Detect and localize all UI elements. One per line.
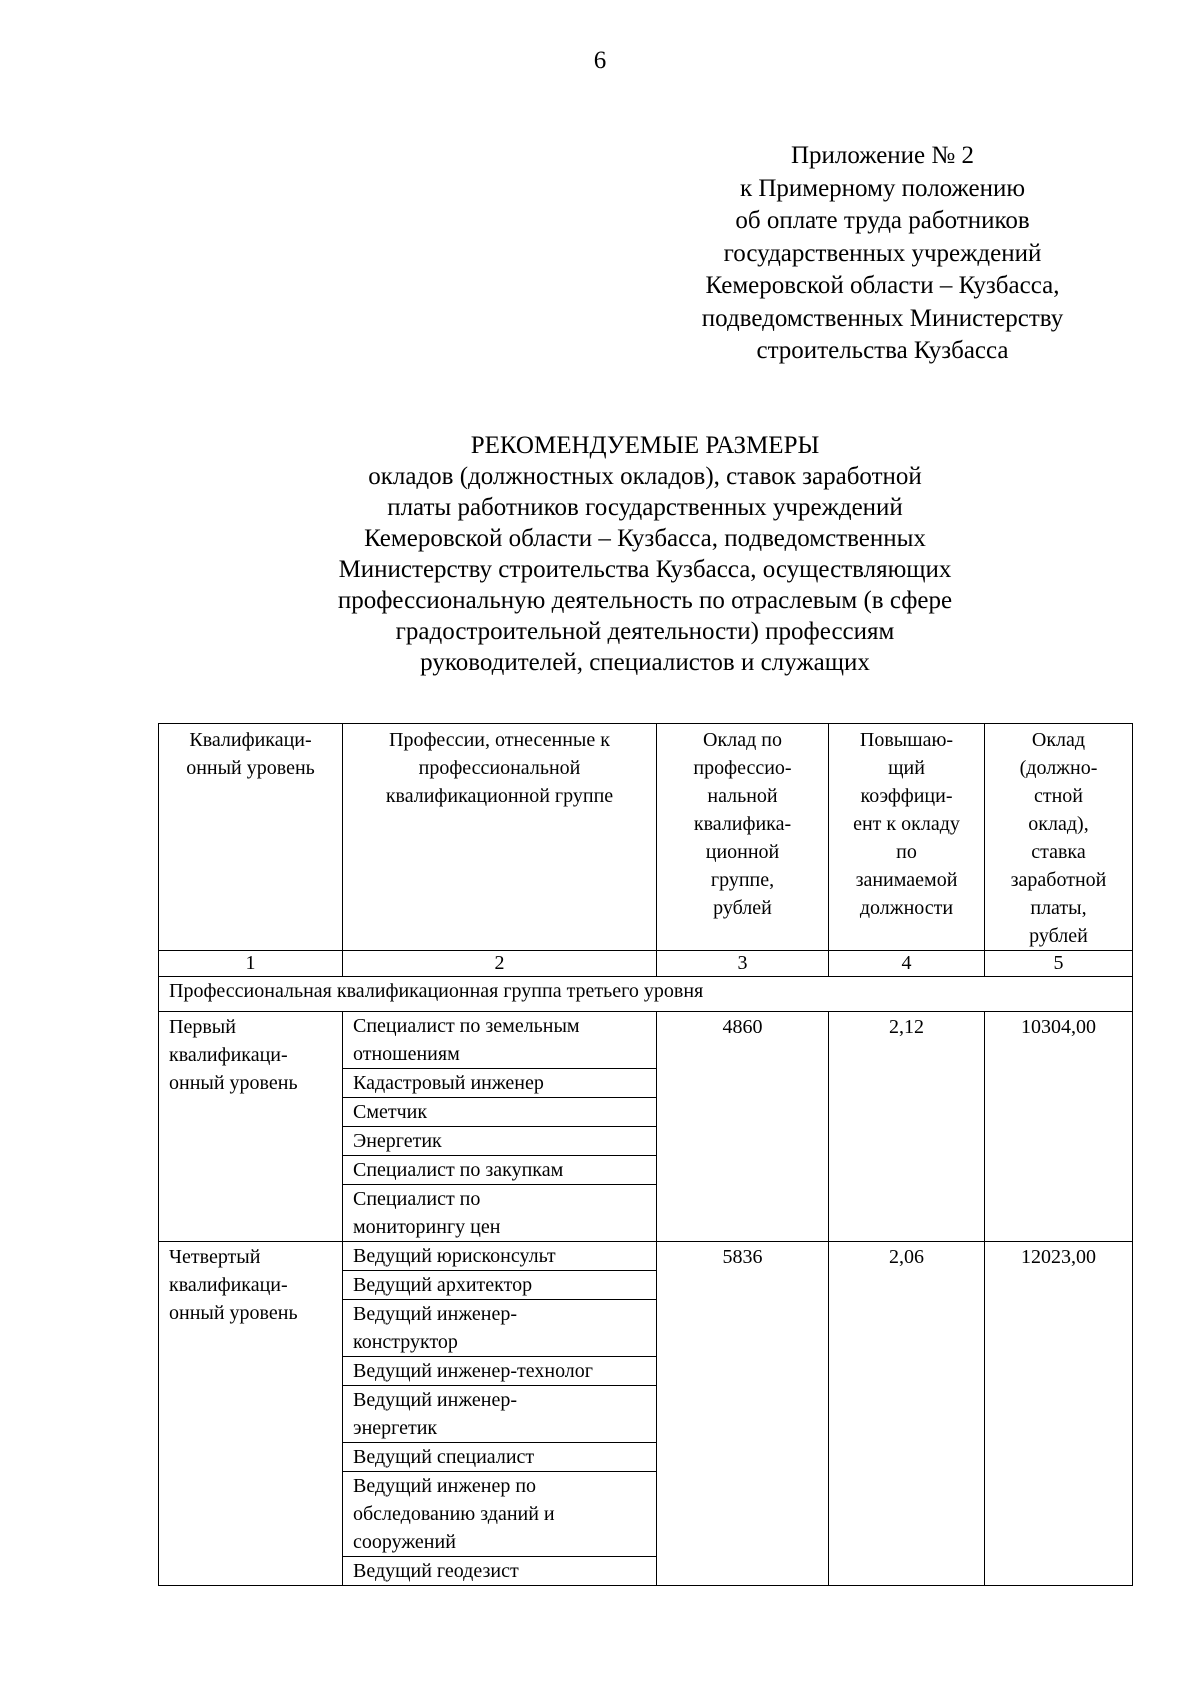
salary-table-body — [159, 724, 1133, 1586]
level-line: Первый — [169, 1016, 236, 1038]
level-name — [159, 1242, 343, 1586]
base-salary: 5836 — [657, 1242, 829, 1586]
profession-line: Ведущий инженер- — [353, 1389, 518, 1411]
column-number-row — [159, 951, 1133, 977]
level-line: онный уровень — [169, 1302, 298, 1324]
level-row — [159, 1012, 1133, 1242]
title-line: Министерству строительства Кузбасса, осуществляющих — [338, 556, 952, 583]
header-line: рублей — [713, 897, 772, 919]
header-line: заработной — [1010, 869, 1107, 891]
profession-line: сооружений — [353, 1531, 456, 1553]
profession-line: отношениям — [353, 1043, 460, 1065]
profession-line: Ведущий геодезист — [353, 1560, 519, 1582]
header-line: по — [896, 841, 917, 863]
column-number: 1 — [159, 951, 343, 977]
header-line: ент к окладу — [853, 813, 960, 835]
profession-list — [343, 1012, 657, 1242]
profession-line: мониторингу цен — [353, 1216, 501, 1238]
header-line: стной — [1033, 785, 1084, 807]
header-line: онный уровень — [186, 757, 315, 779]
profession-line: Ведущий инженер по — [353, 1475, 537, 1497]
appendix-line: Кемеровской области – Кузбасса, — [705, 272, 1060, 299]
header-row — [159, 724, 1133, 951]
title-line: платы работников государственных учреждений — [387, 494, 903, 521]
profession-item — [343, 1185, 656, 1241]
profession-item — [343, 1443, 656, 1472]
profession-line: Кадастровый инженер — [353, 1072, 544, 1094]
profession-line: Ведущий юрисконсульт — [353, 1245, 556, 1267]
header-line: коэффици- — [860, 785, 953, 807]
profession-line: Сметчик — [353, 1101, 428, 1123]
appendix-line: к Примерному положению — [739, 174, 1026, 202]
salary-table — [158, 723, 1133, 1586]
level-line: Четвертый — [169, 1246, 261, 1268]
profession-item — [343, 1242, 656, 1271]
profession-item — [343, 1098, 656, 1127]
group-row — [159, 977, 1133, 1012]
appendix-line: Приложение № 2 — [790, 142, 975, 169]
profession-item — [343, 1271, 656, 1300]
header-line: рублей — [1029, 925, 1088, 947]
profession-item — [343, 1300, 656, 1357]
profession-line: Ведущий специалист — [353, 1446, 535, 1468]
header-line: квалификационной группе — [385, 785, 614, 807]
header-line: Профессии, отнесенные к — [389, 729, 610, 751]
header-line: ставка — [1031, 841, 1086, 863]
profession-line: Ведущий инженер- — [353, 1303, 518, 1325]
level-line: онный уровень — [169, 1072, 298, 1094]
document-title — [200, 430, 1090, 678]
profession-item — [343, 1127, 656, 1156]
header-cell — [657, 724, 829, 951]
title-heading: РЕКОМЕНДУЕМЫЕ РАЗМЕРЫ — [470, 432, 820, 459]
total-salary: 10304,00 — [985, 1012, 1133, 1242]
column-number: 4 — [829, 951, 985, 977]
profession-line: Специалист по земельным — [353, 1015, 580, 1037]
header-line: оклад), — [1028, 813, 1089, 835]
profession-list — [343, 1242, 657, 1586]
header-line: платы, — [1030, 897, 1087, 919]
header-line: нальной — [707, 785, 778, 807]
header-line: Оклад по — [703, 729, 782, 751]
header-line: занимаемой — [855, 869, 958, 891]
header-cell — [829, 724, 985, 951]
total-salary: 12023,00 — [985, 1242, 1133, 1586]
title-line: Кемеровской области – Кузбасса, подведомственных — [364, 525, 926, 552]
appendix-block — [660, 140, 1105, 368]
profession-item — [343, 1386, 656, 1443]
level-name — [159, 1012, 343, 1242]
column-number: 5 — [985, 951, 1133, 977]
profession-item — [343, 1012, 656, 1069]
appendix-line: подведомственных Министерству — [701, 304, 1064, 332]
profession-line: Специалист по — [353, 1188, 481, 1210]
header-cell — [985, 724, 1133, 951]
profession-line: обследованию зданий и — [353, 1503, 555, 1525]
header-line: щий — [888, 757, 925, 779]
appendix-line: государственных учреждений — [723, 239, 1042, 267]
header-line: ционной — [705, 841, 780, 863]
coefficient: 2,12 — [829, 1012, 985, 1242]
column-number: 2 — [343, 951, 657, 977]
profession-line: Энергетик — [353, 1130, 442, 1152]
title-line: профессиональную деятельность по отраслевым (в сфере — [337, 587, 953, 614]
profession-line: Специалист по закупкам — [353, 1159, 564, 1181]
profession-item — [343, 1156, 656, 1185]
profession-line: Ведущий инженер-технолог — [353, 1360, 593, 1382]
title-line: градостроительной деятельности) профессиям — [395, 618, 895, 645]
header-line: Оклад — [1031, 729, 1086, 751]
profession-line: Ведущий архитектор — [353, 1274, 533, 1296]
header-line: профессио- — [693, 757, 792, 779]
header-cell — [343, 724, 657, 951]
header-line: квалифика- — [693, 813, 792, 835]
profession-line: конструктор — [353, 1331, 458, 1353]
coefficient: 2,06 — [829, 1242, 985, 1586]
header-line: профессиональной — [418, 757, 581, 779]
header-line: Повышаю- — [859, 729, 954, 751]
level-row — [159, 1242, 1133, 1586]
header-line: должности — [859, 897, 954, 919]
header-cell — [159, 724, 343, 951]
profession-item — [343, 1357, 656, 1386]
appendix-line: об оплате труда работников — [735, 207, 1030, 234]
level-line: квалификаци- — [169, 1044, 288, 1066]
column-number: 3 — [657, 951, 829, 977]
title-line: окладов (должностных окладов), ставок заработной — [368, 463, 922, 490]
group-title: Профессиональная квалификационная группа третьего уровня — [159, 977, 1133, 1012]
level-line: квалификаци- — [169, 1274, 288, 1296]
profession-item — [343, 1069, 656, 1098]
appendix-line: строительства Кузбасса — [756, 337, 1009, 364]
title-line: руководителей, специалистов и служащих — [420, 649, 870, 676]
profession-line: энергетик — [353, 1417, 438, 1439]
header-line: (должно- — [1019, 757, 1098, 779]
header-line: Квалификаци- — [189, 729, 312, 751]
page-number: 6 — [593, 47, 607, 74]
profession-item — [343, 1557, 656, 1585]
header-line: группе, — [710, 869, 775, 891]
base-salary: 4860 — [657, 1012, 829, 1242]
profession-item — [343, 1472, 656, 1557]
